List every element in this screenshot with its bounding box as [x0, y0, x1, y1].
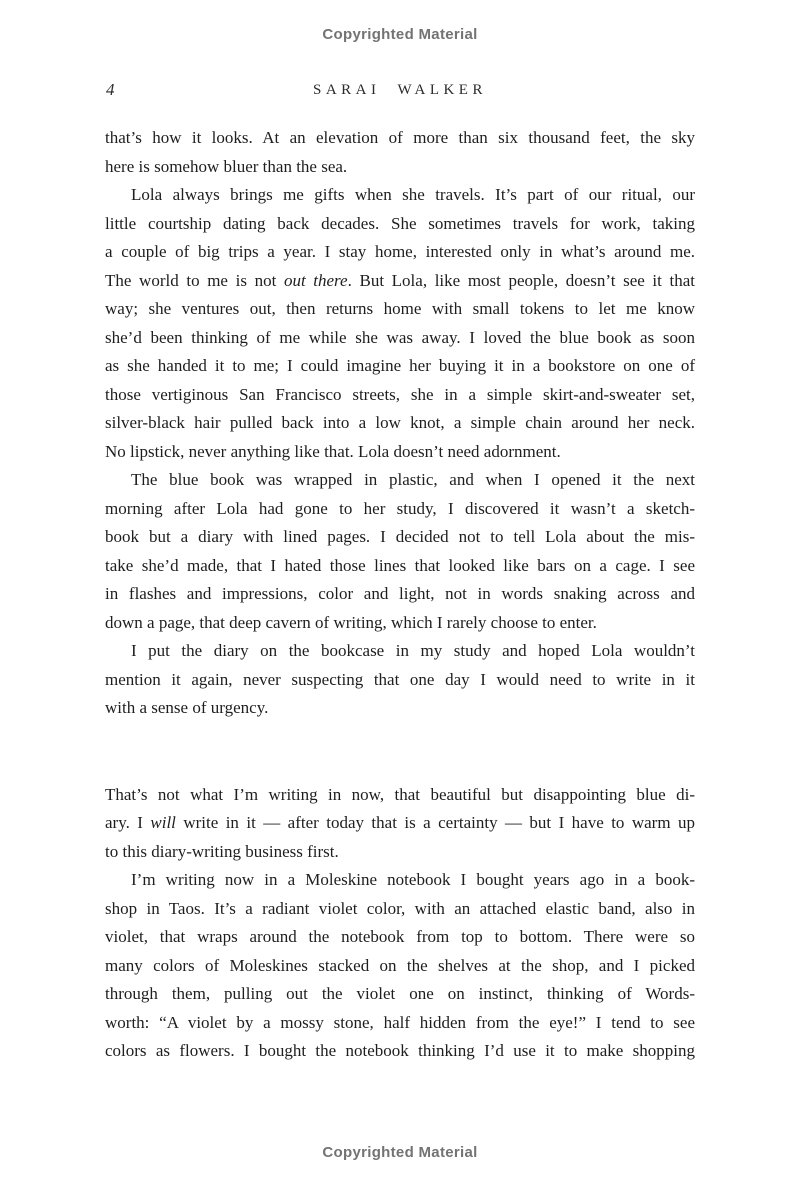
text-line: worth: “A violet by a mossy stone, half hidden from the eye!” I tend to see — [105, 1012, 695, 1032]
text-line: shop in Taos. It’s a radiant violet color, with an attached elastic band, also in — [105, 898, 695, 918]
paragraph — [105, 637, 695, 723]
copyright-notice-bottom: Copyrighted Material — [322, 1144, 478, 1161]
paragraph — [105, 866, 695, 1066]
text-line: colors as flowers. I bought the notebook thinking I’d use it to make shopping — [105, 1041, 695, 1060]
text-line: little courtship dating back decades. She sometimes travels for work, taking — [105, 213, 695, 233]
text-line: morning after Lola had gone to her study, I discovered it wasn’t a sketch- — [105, 498, 695, 518]
text-line: here is somehow bluer than the sea. — [105, 156, 348, 176]
text-line: Lola always brings me gifts when she travels. It’s part of our ritual, our — [131, 185, 695, 204]
paragraph — [105, 181, 695, 466]
text-line: ary. I will write in it — after today that is a certainty — but I have to warm up — [105, 813, 695, 832]
text-line: many colors of Moleskines stacked on the shelves at the shop, and I picked — [105, 955, 695, 975]
body-text — [105, 124, 695, 1066]
text-line: The world to me is not out there. But Lola, like most people, doesn’t see it that — [105, 270, 695, 290]
text-line: take she’d made, that I hated those lines that looked like bars on a cage. I see — [105, 555, 695, 575]
page-number: 4 — [106, 80, 115, 99]
running-head: SARAI WALKER — [313, 82, 487, 98]
text-line: way; she ventures out, then returns home with small tokens to let me know — [105, 299, 695, 318]
text-line: to this diary-writing business first. — [105, 841, 339, 861]
text-line: with a sense of urgency. — [105, 698, 269, 717]
paragraph — [105, 466, 695, 637]
text-line: as she handed it to me; I could imagine her buying it in a bookstore on one of — [105, 356, 695, 375]
text-line: violet, that wraps around the notebook from top to bottom. There were so — [105, 927, 695, 946]
text-line: That’s not what I’m writing in now, that beautiful but disappointing blue di- — [105, 784, 695, 804]
paragraph — [105, 124, 695, 181]
copyright-notice-top: Copyrighted Material — [322, 26, 478, 43]
text-line: I’m writing now in a Moleskine notebook I bought years ago in a book- — [131, 870, 695, 889]
text-line: book but a diary with lined pages. I decided not to tell Lola about the mis- — [105, 527, 695, 546]
text-line: down a page, that deep cavern of writing, which I rarely choose to enter. — [105, 612, 597, 632]
text-line: that’s how it looks. At an elevation of more than six thousand feet, the sky — [105, 128, 695, 147]
text-line: those vertiginous San Francisco streets, she in a simple skirt-and-sweater set, — [105, 384, 695, 404]
text-line: a couple of big trips a year. I stay home, interested only in what’s around me. — [105, 242, 695, 261]
text-line: in flashes and impressions, color and light, not in words snaking across and — [105, 584, 695, 603]
text-line: No lipstick, never anything like that. Lola doesn’t need adornment. — [105, 441, 561, 461]
text-line: mention it again, never suspecting that one day I would need to write in it — [105, 669, 695, 689]
text-line: The blue book was wrapped in plastic, and when I opened it the next — [131, 470, 695, 489]
page-header — [0, 81, 800, 99]
paragraph — [105, 781, 695, 867]
text-line: I put the diary on the bookcase in my study and hoped Lola wouldn’t — [131, 641, 695, 660]
text-line: silver-black hair pulled back into a low knot, a simple chain around her neck. — [105, 413, 695, 432]
text-line: through them, pulling out the violet one on instinct, thinking of Words- — [105, 984, 695, 1003]
text-line: she’d been thinking of me while she was away. I loved the blue book as soon — [105, 327, 695, 347]
